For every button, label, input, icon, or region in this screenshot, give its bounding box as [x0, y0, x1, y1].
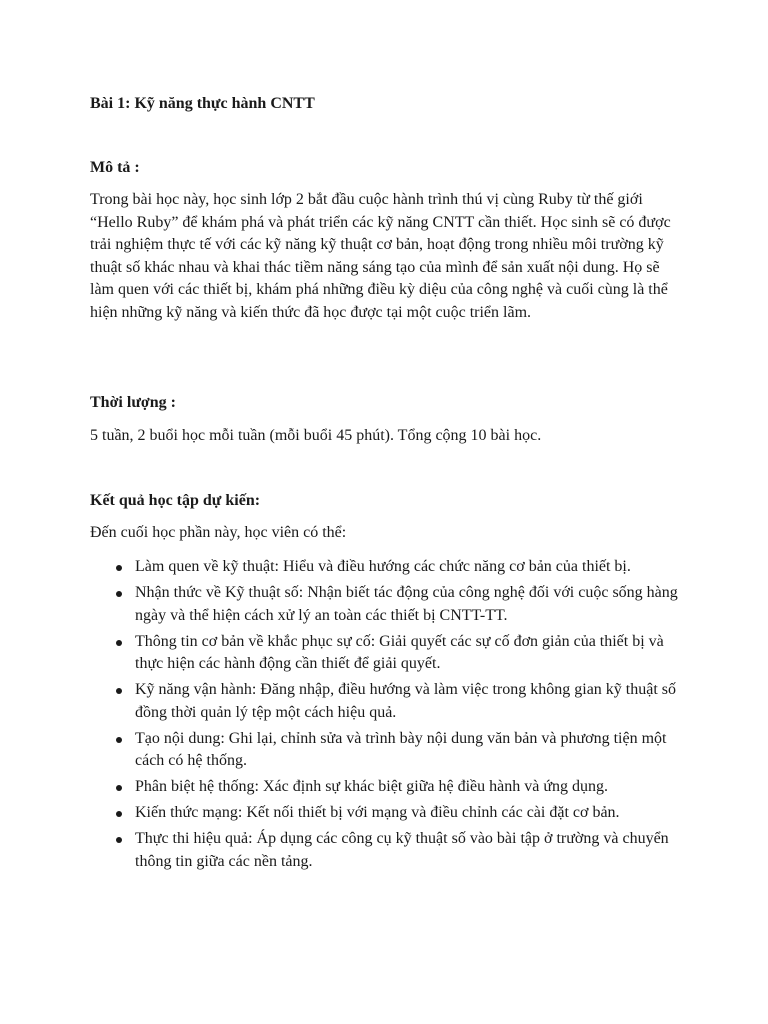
- outcome-item: [90, 802, 690, 825]
- outcome-item: [90, 728, 690, 773]
- description-heading: Mô tả :: [90, 159, 140, 176]
- outcome-text: Tạo nội dung: Ghi lại, chỉnh sửa và trình bày nội dung văn bản và phương tiện một cách có hệ thống.: [135, 729, 667, 769]
- outcome-item: [90, 631, 690, 676]
- bullet-icon: [116, 811, 122, 817]
- outcome-text: Thực thi hiệu quả: Áp dụng các công cụ kỹ thuật số vào bài tập ở trường và chuyển thông tin giữa các nền tảng.: [135, 830, 669, 870]
- outcome-text: Thông tin cơ bản về khắc phục sự cố: Giải quyết các sự cố đơn giản của thiết bị và thực hiện các hành động cần thiết để giải quyết.: [135, 632, 664, 672]
- bullet-icon: [116, 640, 122, 646]
- outcomes-intro: Đến cuối học phần này, học viên có thể:: [90, 524, 347, 541]
- outcome-item: [90, 556, 690, 579]
- document-title: Bài 1: Kỹ năng thực hành CNTT: [90, 95, 315, 112]
- outcome-item: [90, 776, 690, 799]
- outcome-text: Phân biệt hệ thống: Xác định sự khác biệt giữa hệ điều hành và ứng dụng.: [135, 778, 609, 795]
- duration-paragraph: 5 tuần, 2 buổi học mỗi tuần (mỗi buổi 45 phút). Tổng cộng 10 bài học.: [90, 427, 542, 444]
- outcome-item: [90, 828, 690, 873]
- outcome-text: Kiến thức mạng: Kết nối thiết bị với mạng và điều chỉnh các cài đặt cơ bản.: [135, 804, 620, 821]
- bullet-icon: [116, 688, 122, 694]
- duration-heading: Thời lượng :: [90, 394, 177, 411]
- bullet-icon: [116, 837, 122, 843]
- bullet-icon: [116, 737, 122, 743]
- outcomes-list: [90, 556, 690, 877]
- bullet-icon: [116, 565, 122, 571]
- outcome-text: Nhận thức về Kỹ thuật số: Nhận biết tác động của công nghệ đối với cuộc sống hàng ngày và thể hiện cách xử lý an toàn các thiết bị CNTT-TT.: [135, 584, 678, 624]
- outcome-text: Làm quen về kỹ thuật: Hiểu và điều hướng các chức năng cơ bản của thiết bị.: [135, 558, 631, 575]
- outcomes-heading: Kết quả học tập dự kiến:: [90, 492, 261, 509]
- bullet-icon: [116, 785, 122, 791]
- bullet-icon: [116, 591, 122, 597]
- description-paragraph: Trong bài học này, học sinh lớp 2 bắt đầu cuộc hành trình thú vị cùng Ruby từ thế giới “Hello Ruby” để khám phá và phát triển các kỹ năng CNTT cần thiết. Học sinh sẽ có được trải nghiệm thực tế với các kỹ năng kỹ thuật cơ bản, hoạt động trong nhiều môi trường kỹ thuật số khác nhau và khai thác tiềm năng sáng tạo của mình để sản xuất nội dung. Họ sẽ làm quen với các thiết bị, khám phá những điều kỳ diệu của công nghệ và cuối cùng là thể hiện những kỹ năng và kiến thức đã học được tại một cuộc triển lãm.: [90, 191, 671, 321]
- outcome-item: [90, 679, 690, 724]
- outcome-item: [90, 582, 690, 627]
- outcome-text: Kỹ năng vận hành: Đăng nhập, điều hướng và làm việc trong không gian kỹ thuật số đồng thời quản lý tệp một cách hiệu quả.: [135, 681, 677, 721]
